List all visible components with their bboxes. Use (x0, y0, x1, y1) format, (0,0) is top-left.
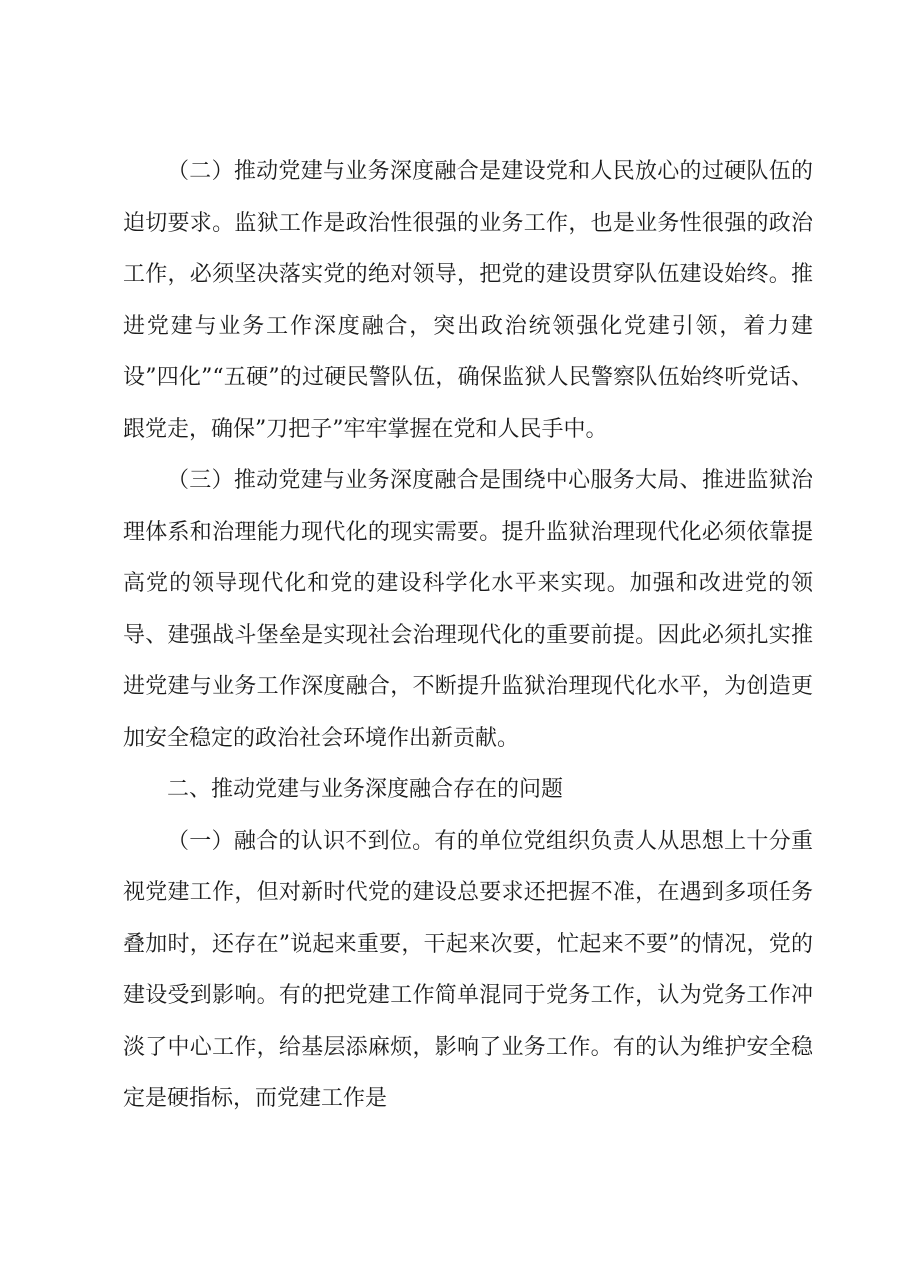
paragraph-one: （一）融合的认识不到位。有的单位党组织负责人从思想上十分重视党建工作，但对新时代党的建设总要求还把握不准，在遇到多项任务叠加时，还存在”说起来重要，干起来次要，忙起来不要”的情况，党的建设受到影响。有的把党建工作简单混同于党务工作，认为党务工作冲淡了中心工作，给基层添麻烦，影响了业务工作。有的认为维护安全稳定是硬指标，而党建工作是 (123, 828, 813, 1111)
document-body (123, 146, 813, 1125)
section-heading: 二、推动党建与业务深度融合存在的问题 (167, 777, 564, 802)
paragraph-two: （二）推动党建与业务深度融合是建设党和人民放心的过硬队伍的迫切要求。监狱工作是政治性很强的业务工作，也是业务性很强的政治工作，必须坚决落实党的绝对领导，把党的建设贯穿队伍建设始终。推进党建与业务工作深度融合，突出政治统领强化党建引领，着力建设”四化”“五硬”的过硬民警队伍，确保监狱人民警察队伍始终听党话、跟党走，确保”刀把子”牢牢掌握在党和人民手中。 (123, 159, 813, 442)
paragraph-three: （三）推动党建与业务深度融合是围绕中心服务大局、推进监狱治理体系和治理能力现代化的现实需要。提升监狱治理现代化必须依靠提高党的领导现代化和党的建设科学化水平来实现。加强和改进党的领导、建强战斗堡垒是实现社会治理现代化的重要前提。因此必须扎实推进党建与业务工作深度融合，不断提升监狱治理现代化水平，为创造更加安全稳定的政治社会环境作出新贡献。 (123, 468, 813, 751)
